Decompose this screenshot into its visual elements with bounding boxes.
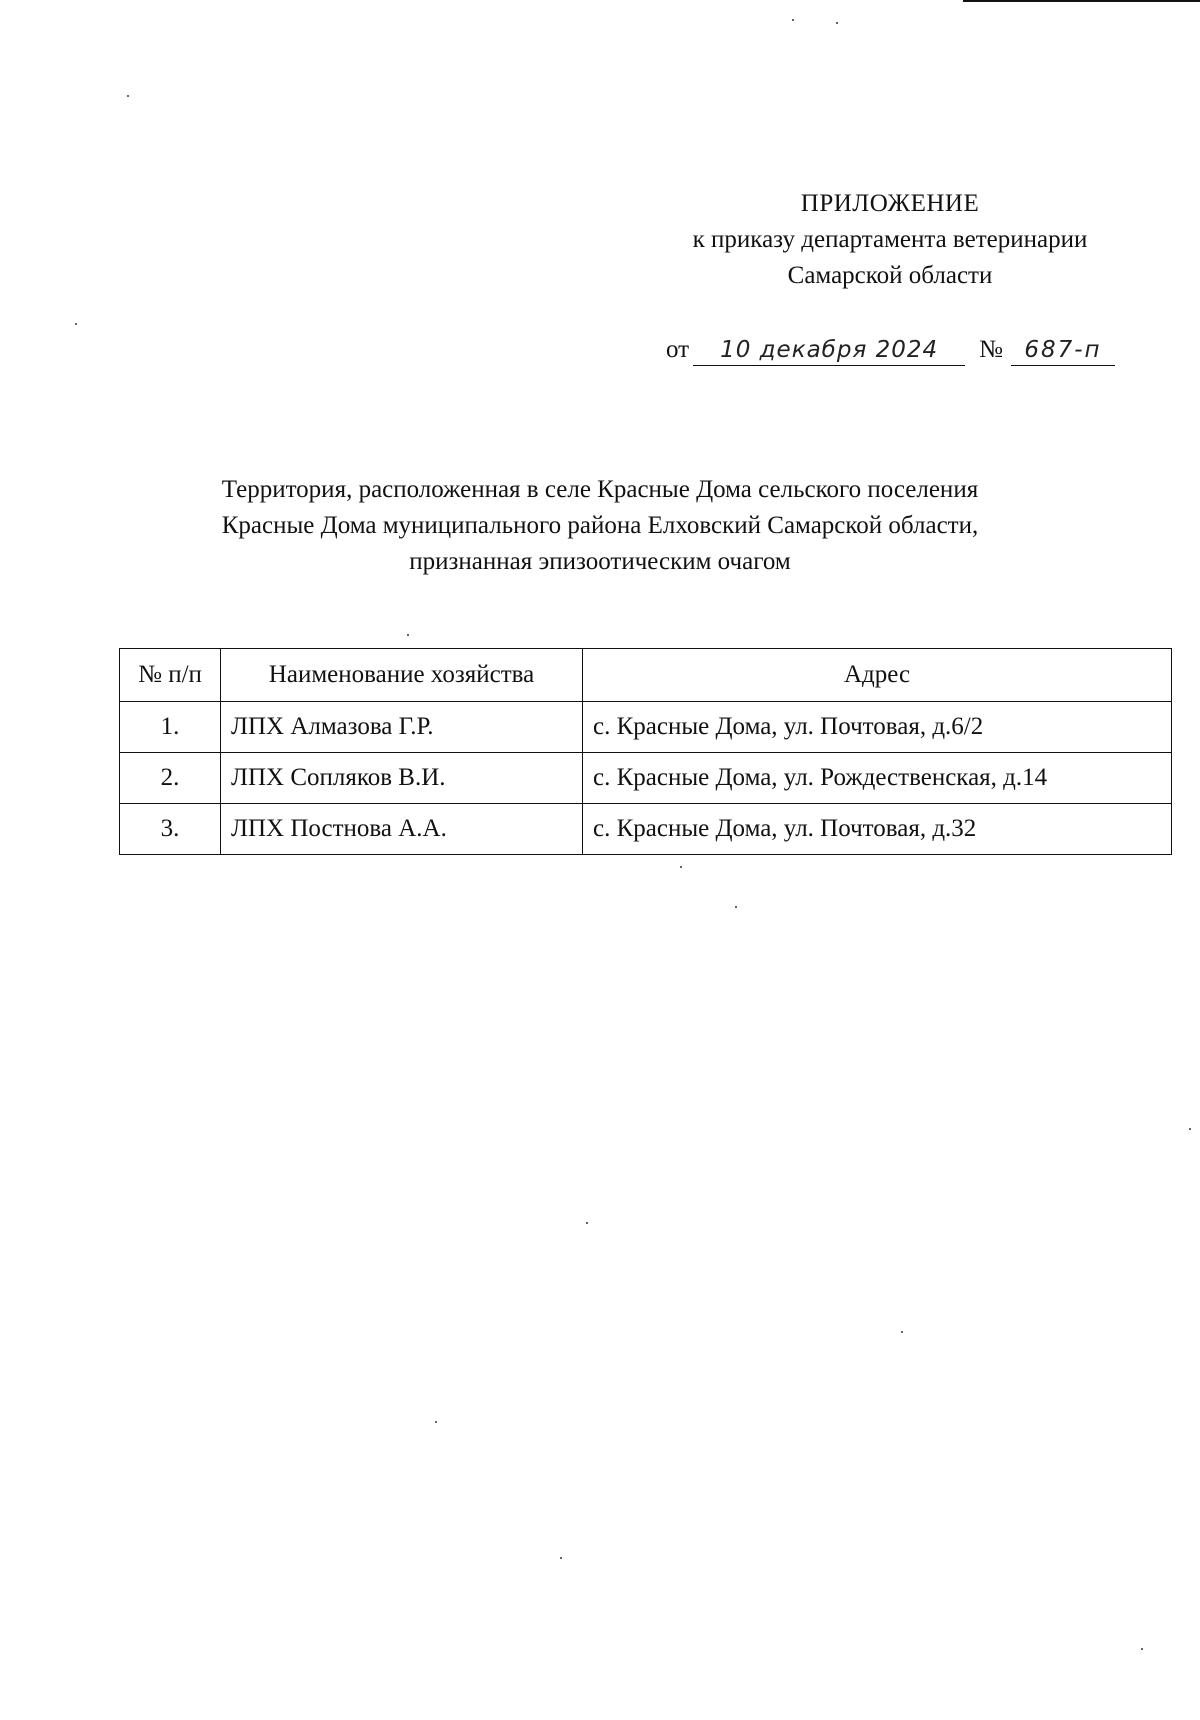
scan-speck (792, 19, 794, 21)
appendix-order-reference: к приказу департамента ветеринарии (692, 226, 1088, 253)
scan-speck (735, 906, 737, 908)
scan-speck (407, 634, 409, 636)
scan-speck (901, 1331, 903, 1333)
date-prefix: от (666, 336, 690, 363)
header-household-name: Наименование хозяйства (221, 649, 583, 702)
scan-speck (1141, 1648, 1143, 1650)
scan-speck (435, 1421, 437, 1423)
table-row (120, 804, 1172, 855)
row-address: с. Красные Дома, ул. Почтовая, д.6/2 (583, 702, 1172, 753)
row-number: 3. (120, 804, 221, 855)
handwritten-date: 10 декабря 2024 (693, 335, 965, 366)
appendix-title: ПРИЛОЖЕНИЕ (800, 190, 980, 217)
row-number: 1. (120, 702, 221, 753)
order-date-number-line (666, 330, 1115, 370)
row-number: 2. (120, 753, 221, 804)
row-address: с. Красные Дома, ул. Почтовая, д.32 (583, 804, 1172, 855)
table-row (120, 753, 1172, 804)
heading-line: Территория, расположенная в селе Красные Дома сельского поселения (221, 476, 979, 503)
document-heading (150, 472, 1050, 580)
row-address: с. Красные Дома, ул. Рождественская, д.14 (583, 753, 1172, 804)
households-table (119, 648, 1172, 855)
scan-speck (75, 323, 77, 325)
number-label: № (979, 336, 1003, 363)
header-number: № п/п (120, 649, 221, 702)
scan-top-edge-line (963, 0, 1200, 2)
row-household-name: ЛПХ Постнова А.А. (221, 804, 583, 855)
scan-speck (836, 22, 838, 24)
heading-line: признанная эпизоотическим очагом (409, 548, 791, 575)
row-household-name: ЛПХ Сопляков В.И. (221, 753, 583, 804)
heading-line: Красные Дома муниципального района Елховский Самарской области, (221, 512, 979, 539)
header-address: Адрес (583, 649, 1172, 702)
handwritten-order-number: 687-п (1011, 335, 1115, 366)
scan-speck (680, 866, 682, 868)
scan-speck (127, 95, 129, 97)
scan-speck (1189, 1128, 1191, 1130)
table-header-row (120, 649, 1172, 702)
row-household-name: ЛПХ Алмазова Г.Р. (221, 702, 583, 753)
table-row (120, 702, 1172, 753)
appendix-region: Самарской области (787, 262, 993, 289)
appendix-block (640, 186, 1140, 294)
scan-speck (560, 1557, 562, 1559)
scan-speck (586, 1222, 588, 1224)
